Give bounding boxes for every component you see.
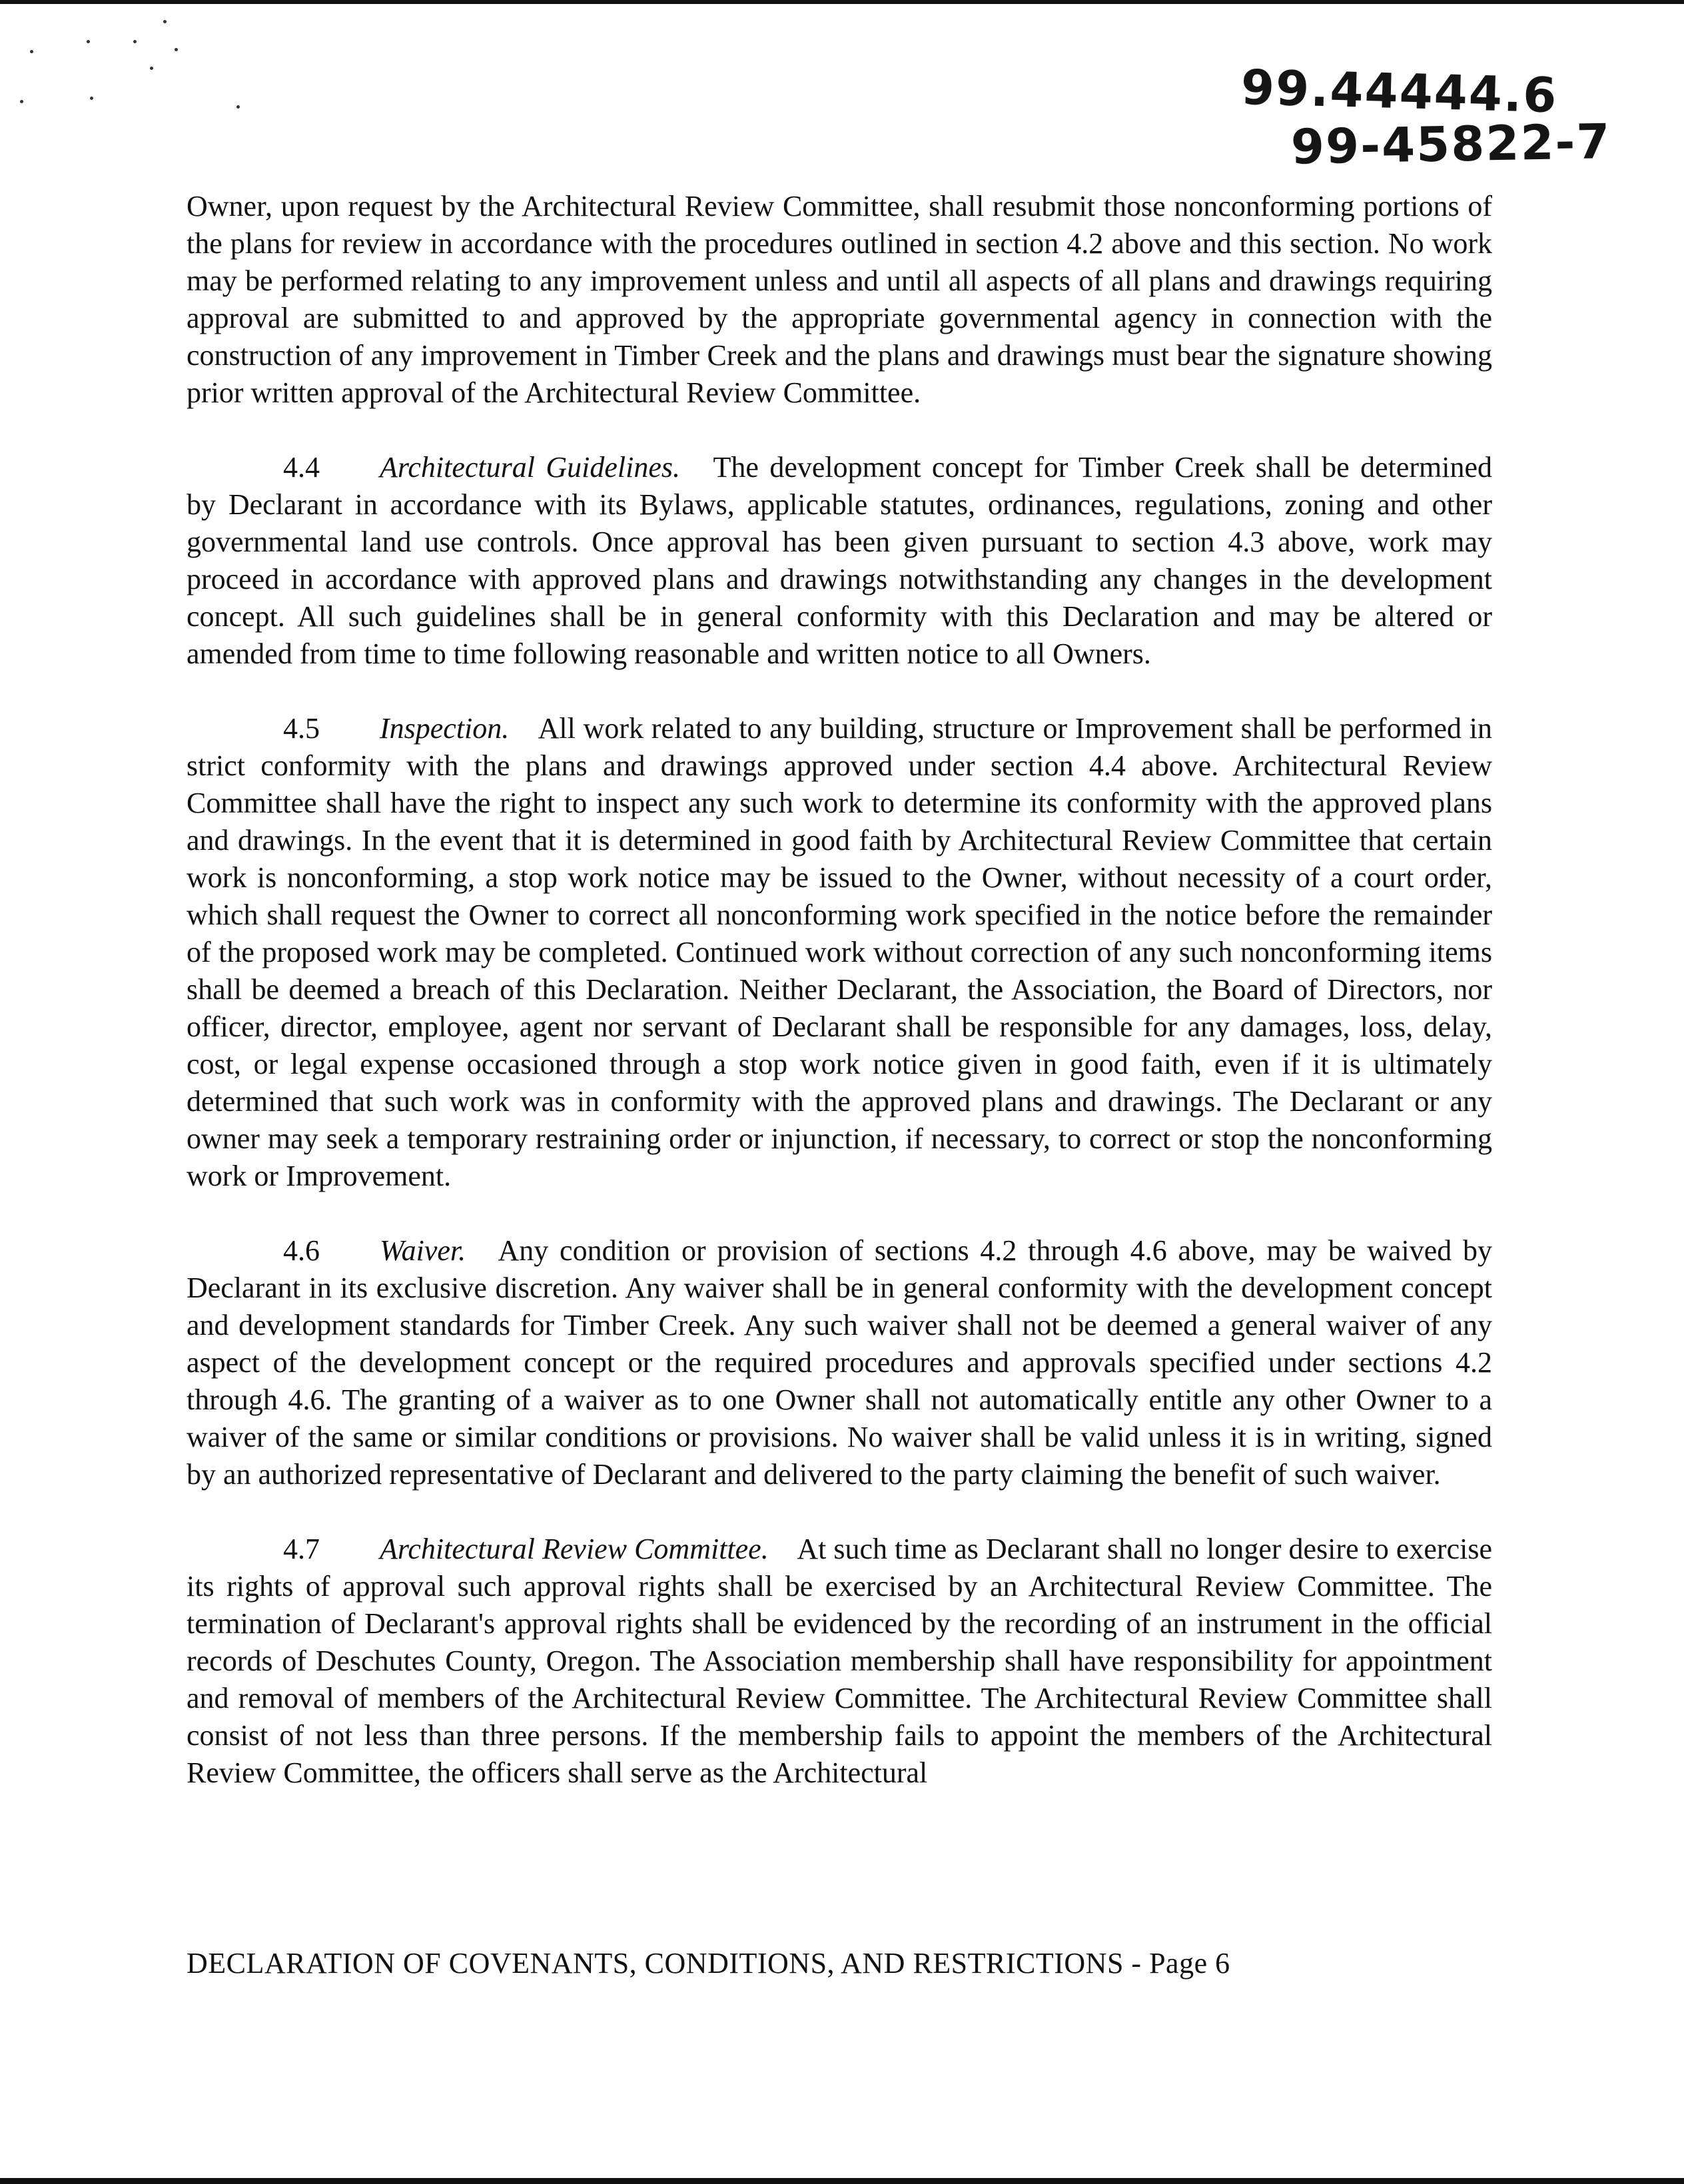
section-text: Any condition or provision of sections 4.2 through 4.6 above, may be waived by Declarant in its exclusive discretion. Any waiver shall be in general conformity with the development concept and development standards for Timber Creek. Any such waiver shall not be deemed a general waiver of any aspect of the development concept or the required procedures and approvals specified under sections 4.2 through 4.6. The granting of a waiver as to one Owner shall not automatically entitle any other Owner to a waiver of the same or similar conditions or provisions. No waiver shall be valid unless it is in writing, signed by an authorized representative of Declarant and delivered to the party claiming the benefit of such waiver. [187,1234,1492,1491]
scan-speck [87,40,90,43]
section-heading: Architectural Guidelines. [380,451,680,484]
section-4-4 [187,449,1492,673]
section-number: 4.7 [283,1533,320,1565]
scan-edge-bottom [0,2178,1684,2184]
intro-paragraph: Owner, upon request by the Architectural Review Committee, shall resubmit those nonconforming portions of the plans for review in accordance with the procedures outlined in section 4.2 above and this section. No work may be performed relating to any improvement unless and until all aspects of all plans and drawings requiring approval are submitted to and approved by the appropriate governmental agency in connection with the construction of any improvement in Timber Creek and the plans and drawings must bear the signature showing prior written approval of the Architectural Review Committee. [187,190,1492,409]
section-heading: Inspection. [380,712,510,745]
handwritten-document-numbers [1240,59,1611,175]
handwritten-number-1: 99.44444.6 [1240,59,1559,124]
scan-speck [20,100,23,103]
scan-speck [236,105,240,109]
page-footer: DECLARATION OF COVENANTS, CONDITIONS, AND RESTRICTIONS - Page 6 [187,1947,1230,1980]
section-number: 4.4 [283,451,320,484]
section-text: The development concept for Timber Creek shall be determined by Declarant in accordance with its Bylaws, applicable statutes, ordinances, regulations, zoning and other governmental land use controls. Once approval has been given pursuant to section 4.3 above, work may proceed in accordance with approved plans and drawings notwithstanding any changes in the development concept. All such guidelines shall be in general conformity with this Declaration and may be altered or amended from time to time following reasonable and written notice to all Owners. [187,451,1492,670]
scan-speck [163,20,167,23]
section-number: 4.6 [283,1234,320,1267]
handwritten-number-2: 99-45822-7 [1290,113,1611,175]
scan-speck [90,97,93,100]
scan-speck [150,67,153,70]
section-heading: Architectural Review Committee. [380,1533,769,1565]
section-4-7 [187,1531,1492,1792]
scan-speck [30,50,33,53]
scan-edge-top [0,0,1684,4]
scan-speck [175,48,178,51]
section-number: 4.5 [283,712,320,745]
section-heading: Waiver. [380,1234,466,1267]
scan-speck [133,40,137,43]
section-text: At such time as Declarant shall no longer desire to exercise its rights of approval such approval rights shall be exercised by an Architectural Review Committee. The termination of Declarant's approval rights shall be evidenced by the recording of an instrument in the official records of Deschutes County, Oregon. The Association membership shall have responsibility for appointment and removal of members of the Architectural Review Committee. The Architectural Review Committee shall consist of not less than three persons. If the membership fails to appoint the members of the Architectural Review Committee, the officers shall serve as the Architectural [187,1533,1492,1789]
document-body [187,188,1492,1829]
section-4-5 [187,710,1492,1195]
section-4-6 [187,1232,1492,1493]
section-text: All work related to any building, structure or Improvement shall be performed in strict conformity with the plans and drawings approved under section 4.4 above. Architectural Review Committee shall have the right to inspect any such work to determine its conformity with the approved plans and drawings. In the event that it is determined in good faith by Architectural Review Committee that certain work is nonconforming, a stop work notice may be issued to the Owner, without necessity of a court order, which shall request the Owner to correct all nonconforming work specified in the notice before the remainder of the proposed work may be completed. Continued work without correction of any such nonconforming items shall be deemed a breach of this Declaration. Neither Declarant, the Association, the Board of Directors, nor officer, director, employee, agent nor servant of Declarant shall be responsible for any damages, loss, delay, cost, or legal expense occasioned through a stop work notice given in good faith, even if it is ultimately determined that such work was in conformity with the approved plans and drawings. The Declarant or any owner may seek a temporary restraining order or injunction, if necessary, to correct or stop the nonconforming work or Improvement. [187,712,1492,1192]
